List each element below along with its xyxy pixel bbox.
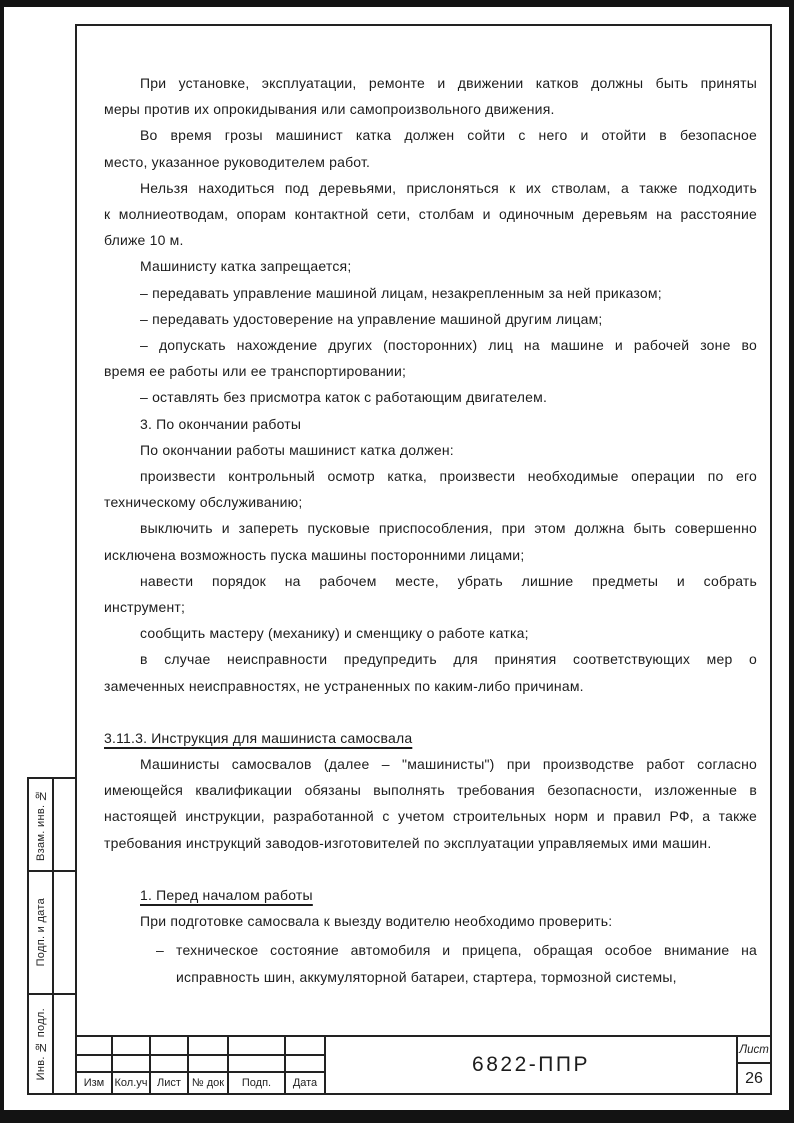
titleblock-cell	[189, 1056, 227, 1071]
titleblock-col-izm: Изм	[77, 1073, 111, 1093]
titleblock-cell	[151, 1037, 187, 1054]
paragraph: Машинисты самосвалов (далее – "машинисты") при производстве работ согласно имеющейся квалификации обязаны выполнять требования безопасности, изложенные в настоящей инструкции, разработанной с учетом строительных норм и правил РФ, а также требования инструкций заводов-изготовителей по эксплуатации управляемых ими машин.	[104, 756, 757, 851]
paragraph: По окончании работы машинист катка должен:	[140, 441, 454, 458]
side-empty-cell	[54, 779, 75, 870]
titleblock-cell	[77, 1056, 111, 1071]
titleblock-cell	[113, 1056, 149, 1071]
titleblock-cell	[286, 1056, 324, 1071]
side-label: Инв. № подл.	[34, 1007, 47, 1081]
paragraph: – передавать управление машиной лицам, незакрепленным за ней приказом;	[140, 284, 662, 301]
paragraph: выключить и запереть пусковые приспособления, при этом должна быть совершенно исключена возможность пуска машины посторонними лицами;	[104, 520, 757, 563]
titleblock-col-dok: № док	[189, 1073, 227, 1093]
titleblock-cell	[151, 1056, 187, 1071]
paragraph: произвести контрольный осмотр катка, произвести необходимые операции по его техническому обслуживанию;	[104, 468, 757, 511]
sheet-label: Лист	[738, 1037, 770, 1062]
paragraph: При подготовке самосвала к выезду водителю необходимо проверить:	[140, 913, 613, 930]
titleblock-cell	[229, 1056, 284, 1071]
titleblock-col-koluch: Кол.уч	[113, 1073, 149, 1093]
titleblock-cell	[113, 1037, 149, 1054]
section-heading: 3.11.3. Инструкция для машиниста самосвала	[104, 729, 413, 746]
side-label: Взам. инв. №	[34, 788, 47, 861]
sheet-number: 26	[738, 1064, 770, 1093]
doc-code: 6822-ППР	[326, 1037, 736, 1093]
titleblock-cell	[189, 1037, 227, 1054]
titleblock-col-podp: Подп.	[229, 1073, 284, 1093]
paragraph: Во время грозы машинист катка должен сойти с него и отойти в безопасное место, указанное руководителем работ.	[104, 127, 757, 170]
paragraph: в случае неисправности предупредить для принятия соответствующих мер о замеченных неисправностях, не устраненных по каким-либо причинам.	[104, 651, 757, 694]
paragraph: – оставлять без присмотра каток с работающим двигателем.	[140, 389, 548, 406]
titleblock-cell	[77, 1037, 111, 1054]
titleblock-col-list: Лист	[151, 1073, 187, 1093]
title-block	[75, 1035, 772, 1095]
section-heading: 1. Перед началом работы	[140, 886, 313, 903]
paragraph: Машинисту катка запрещается;	[140, 258, 352, 275]
paragraph: – допускать нахождение других (посторонних) лиц на машине и рабочей зоне во время ее работы или ее транспортировании;	[104, 337, 757, 380]
side-empty-cell	[54, 995, 75, 1093]
side-label: Подп. и дата	[34, 898, 47, 967]
paragraph: навести порядок на рабочем месте, убрать лишние предметы и собрать инструмент;	[104, 572, 757, 616]
paragraph: – передавать удостоверение на управление машиной другим лицам;	[140, 310, 603, 327]
list-item: – техническое состояние автомобиля и прицепа, обращая особое внимание на исправность шин, аккумуляторной батареи, стартера, тормозной системы,	[104, 937, 757, 989]
titleblock-cell	[229, 1037, 284, 1054]
side-empty-cell	[54, 872, 75, 993]
paragraph: 3. По окончании работы	[140, 415, 302, 432]
paragraph: сообщить мастеру (механику) и сменщику о работе катка;	[140, 625, 529, 642]
side-label-cell	[29, 872, 52, 993]
sheet-box	[738, 1037, 770, 1093]
side-label-cell	[29, 995, 52, 1093]
text-content	[104, 70, 757, 990]
paragraph: Нельзя находиться под деревьями, прислоняться к их стволам, а также подходить к молниеотводам, опорам контактной сети, столбам и одиночным деревьям на расстояние ближе 10 м.	[104, 179, 757, 249]
paragraph: При установке, эксплуатации, ремонте и движении катков должны быть приняты меры против их опрокидывания или самопроизвольного движения.	[104, 75, 757, 118]
list-marker: –	[156, 942, 164, 959]
titleblock-col-data: Дата	[286, 1073, 324, 1093]
side-column-strip	[27, 777, 77, 1095]
titleblock-cell	[286, 1037, 324, 1054]
side-label-cell	[29, 779, 52, 870]
